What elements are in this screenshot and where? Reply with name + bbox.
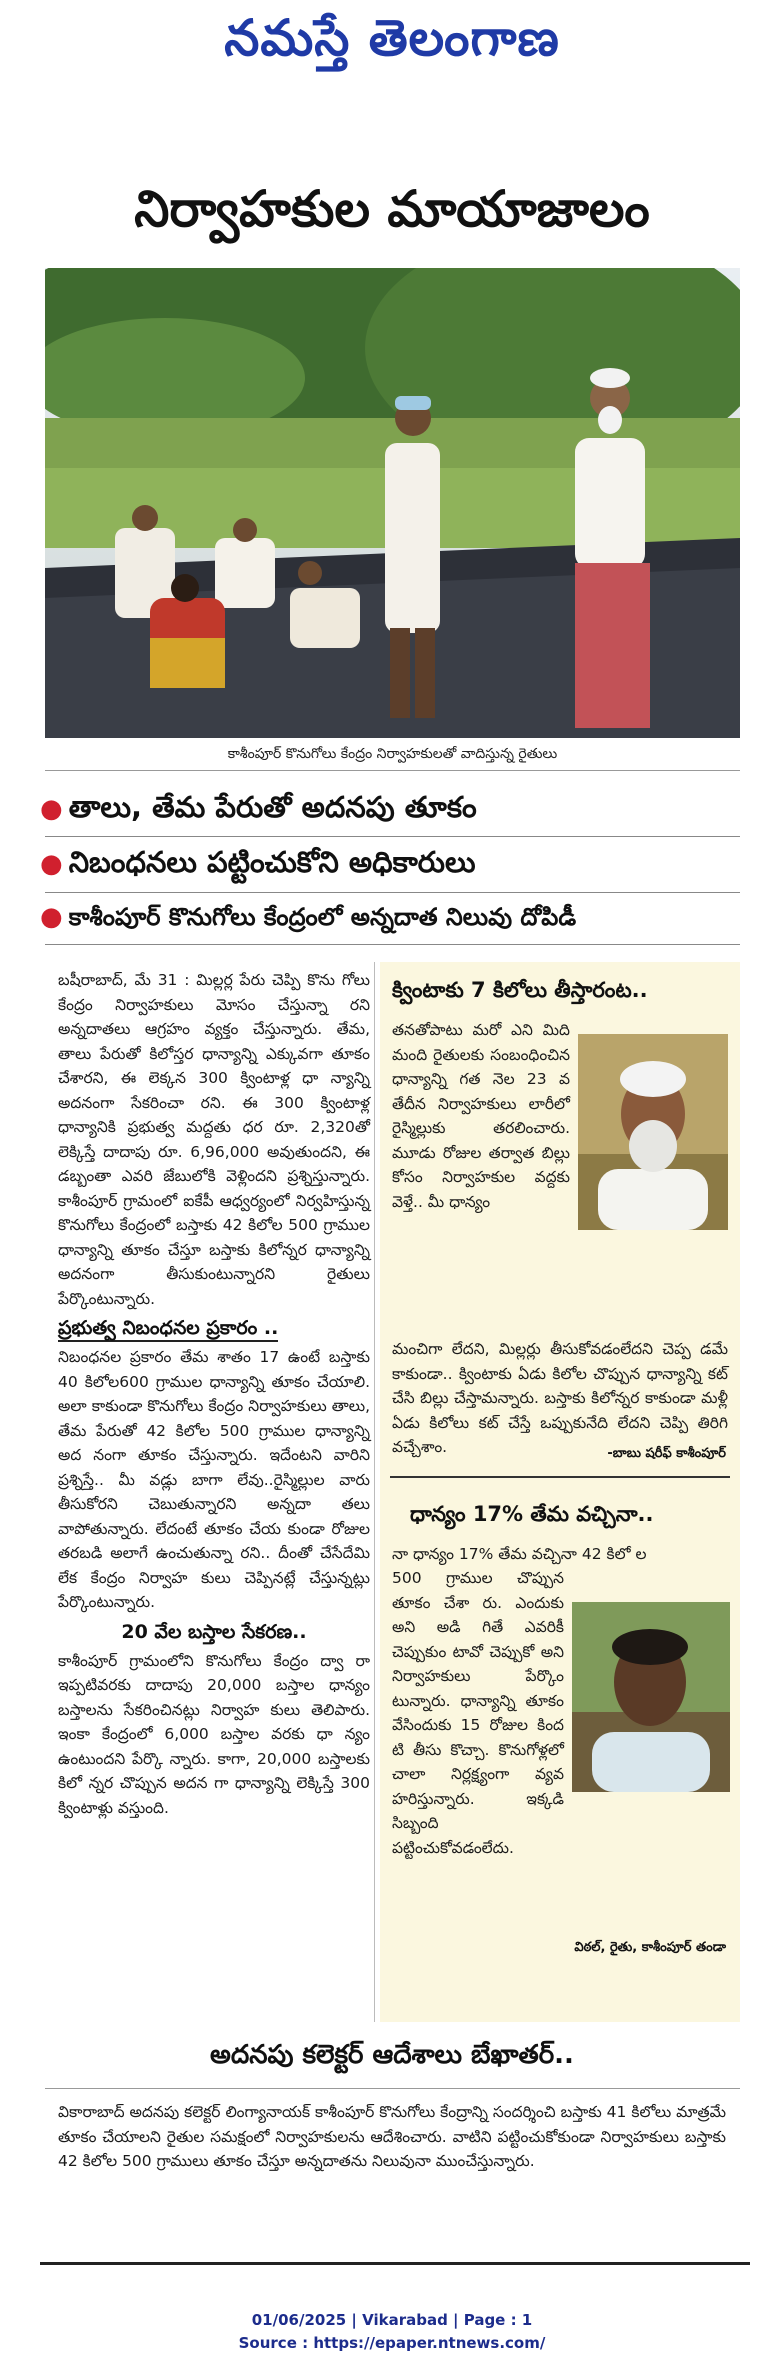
bottom-article-text: వికారాబాద్ అదనపు కలెక్టర్ లింగ్యానాయక్ కాశీంపూర్ కొనుగోలు కేంద్రాన్ని సందర్శించి బస్తాకు 41 కిలోలు మాత్రమే తూకం చేయాలని రైతుల సమక్షంలో నిర్వాహకులను ఆదేశించారు. వాటిని పట్టించుకోకుండా నిర్వాహకులు బస్తాకు 42 కిలోల 500 గ్రాములు తూకం చేస్తూ అన్నదాతను నిలువునా ముంచేస్తున్నారు. — [58, 2103, 726, 2170]
sidebar-title-2: ధాన్యం 17% తేమ వచ్చినా.. — [410, 1502, 654, 1526]
kicker-text-1: తాలు, తేమ పేరుతో అదనపు తూకం — [68, 790, 477, 824]
photo-caption: కాశీంపూర్ కొనుగోలు కేంద్రం నిర్వాహకులతో వాదిస్తున్న రైతులు — [227, 746, 558, 762]
footer-date-edition: 01/06/2025 | Vikarabad | Page : 1 — [251, 2311, 533, 2329]
bullet-icon: ● — [40, 902, 63, 932]
page-headline: నిర్వాహకుల మాయాజాలం — [134, 180, 650, 238]
kicker-divider-1 — [45, 836, 740, 837]
column-divider — [374, 962, 375, 2022]
kicker-line-1 — [40, 790, 740, 832]
farmer-portrait-2-image — [572, 1602, 730, 1792]
sidebar-credit-2: విఠల్, రైతు, కాశీంపూర్ తండా — [574, 1940, 726, 1955]
subhead-government-rules: ప్రభుత్వ నిబంధనల ప్రకారం .. — [58, 1311, 370, 1345]
article-paragraph-3: కాశీంపూర్ గ్రామంలోని కొనుగోలు కేంద్రం ద్వా రా ఇప్పటివరకు దాదాపు 20,000 బస్తాల ధాన్యం బస్తాలను సేకరించినట్లు నిర్వాహ కులు తెలిపారు. ఇంకా కేంద్రంలో 6,000 బస్తాల వరకు ధా న్యం ఉంటుందని పేర్కొ న్నారు. కాగా, 20,000 బస్తాలకు కిలో న్నర చొప్పున అదన గా ధాన్యాన్ని లెక్కిస్తే 300 క్వింటాళ్లు వస్తుంది. — [58, 1651, 370, 1817]
article-body-left — [58, 968, 370, 1820]
bullet-icon: ● — [40, 849, 63, 879]
sidebar-divider — [390, 1476, 730, 1478]
bullet-icon: ● — [40, 794, 63, 824]
subhead-bag-collection: 20 వేల బస్తాల సేకరణ.. — [121, 1620, 307, 1643]
sidebar-box — [380, 962, 740, 2022]
bottom-divider — [45, 2088, 740, 2089]
masthead-logo: నమస్తే తెలంగాణ — [224, 8, 560, 67]
sidebar-text-2b: 500 గ్రాముల చొప్పున తూకం చేశా రు. ఎందుకు అని అడి గితే ఎవరికీ చెప్పుకుం టావో చెప్పుకో అని నిర్వాహకులు పేర్కొం టున్నారు. ధాన్యాన్ని తూకం వేసిందుకు 15 రోజుల కింద టి తీసు కొచ్చా. కొనుగోళ్లలో చాలా నిర్లక్ష్యంగా వ్యవ హరిస్తున్నారు. ఇక్కడి సిబ్బంది పట్టించుకోవడంలేదు. — [392, 1569, 564, 1857]
bottom-headline: అదనపు కలెక్టర్ ఆదేశాలు బేఖాతర్.. — [210, 2040, 574, 2070]
kicker-text-3: కాశీంపూర్ కొనుగోలు కేంద్రంలో అన్నదాత నిలువు దోపిడీ — [68, 903, 577, 931]
kicker-line-3 — [40, 902, 740, 937]
article-paragraph-1: బషీరాబాద్, మే 31 : మిల్లర్ల పేరు చెప్పి కొను గోలు కేంద్రం నిర్వాహకులు మోసం చేస్తున్నా రని అన్నదాతలు ఆగ్రహం వ్యక్తం చేస్తున్నారు. తేమ, తాలు పేరుతో కిలోస్తర ధాన్యాన్ని ఎక్కువగా తూకం చేశారని, ఈ లెక్కన 300 క్వింటాళ్ల ధా న్యాన్ని అదనంగా సేకరించా రని. ఈ 300 క్వింటాళ్ల ధాన్యానికి ప్రభుత్వ మద్దతు ధర రూ. 2,320తో లెక్కిస్తే దాదాపు రూ. 6,96,000 అవుతుందని, ఈ డబ్బంతా ఎవరి జేబులోకి వెళ్లిందని ప్రశ్నిస్తున్నారు. కాశీంపూర్ గ్రామంలో ఐకేపీ ఆధ్వర్యంలో నిర్వహిస్తున్న కొనుగోలు కేంద్రంలో బస్తాకు 42 కిలోల 500 గ్రాముల ధాన్యాన్ని తూకం చేస్తూ బస్తాకు కిలోన్నర ధాన్యాన్ని అదనంగా తీసుకుంటున్నారని రైతులు పేర్కొంటున్నారు. — [58, 971, 370, 1308]
article-paragraph-2: నిబంధనల ప్రకారం తేమ శాతం 17 ఉంటే బస్తాకు 40 కిలోల600 గ్రాముల ధాన్యాన్ని తూకం చేయాలి. అలా కాకుండా కొనుగోలు కేంద్రం నిర్వాహకులు తాలు, తేమ పేరుతో 42 కిలోల 500 గ్రాముల ధాన్యాన్ని అద నంగా తూకం చేస్తున్నారు. ఇదేంటని వారిని ప్రశ్నిస్తే.. మీ వడ్లు బాగా లేవు..రైస్మిల్లుల వారు తీసుకోరని చెబుతున్నారని అన్నదా తలు వాపోతున్నారు. లేదంటే తూకం చేయ కుండా రోజుల తరబడి అలాగే ఉంచుతున్నా రని.. దీంతో చేసేదేమి లేక కేంద్రం నిర్వాహ కులు చెప్పినట్లే చేస్తున్నట్లు పేర్కొంటున్నారు. — [58, 1348, 370, 1611]
sidebar-title-1: క్వింటాకు 7 కిలోలు తీస్తారంట.. — [392, 978, 648, 1002]
farmer-portrait-1-image — [578, 1034, 728, 1230]
kicker-text-2: నిబంధనలు పట్టించుకోని అధికారులు — [68, 845, 476, 879]
kicker-divider-3 — [45, 944, 740, 945]
farmer-portrait-2 — [572, 1602, 730, 1792]
farmer-portrait-1 — [578, 1034, 728, 1230]
sidebar-text-2a: నా ధాన్యం 17% తేమ వచ్చినా 42 కిలో ల — [392, 1545, 647, 1563]
kicker-line-2 — [40, 845, 740, 887]
caption-divider — [45, 770, 740, 771]
sidebar-text-1a: తనతోపాటు మరో ఎని మిది మంది రైతులకు సంబంధించిన ధాన్యాన్ని గత నెల 23 వ తేదీన నిర్వాహకులు లారీలో రైస్మిల్లుకు తరలించారు. మూడు రోజుల తర్వాత బిల్లు కోసం నిర్వాహకుల వద్దకు వెళ్తే.. మీ ధాన్యం — [392, 1021, 570, 1211]
farmers-photo-image — [45, 268, 740, 738]
page-bottom-rule — [40, 2262, 750, 2265]
kicker-divider-2 — [45, 892, 740, 893]
news-photo — [45, 268, 740, 738]
sidebar-credit-1: -బాబు షరీఫ్ కాశీంపూర్ — [607, 1446, 726, 1461]
sidebar-text-1b: మంచిగా లేదని, మిల్లర్లు తీసుకోవడంలేదని చెప్ప డమే కాకుండా.. క్వింటాకు ఏడు కిలోల చొప్పున ధాన్యాన్ని కట్ చేసి బిల్లు చేస్తామన్నారు. బస్తాకు కిలోన్నర కాకుండా మళ్లీ ఏడు కిలోలు కట్ చేస్తే ఒప్పుకునేది లేదని చెప్పి తిరిగి వచ్చేశాం. — [392, 1340, 728, 1456]
footer-source-link[interactable]: Source : https://epaper.ntnews.com/ — [238, 2334, 546, 2352]
